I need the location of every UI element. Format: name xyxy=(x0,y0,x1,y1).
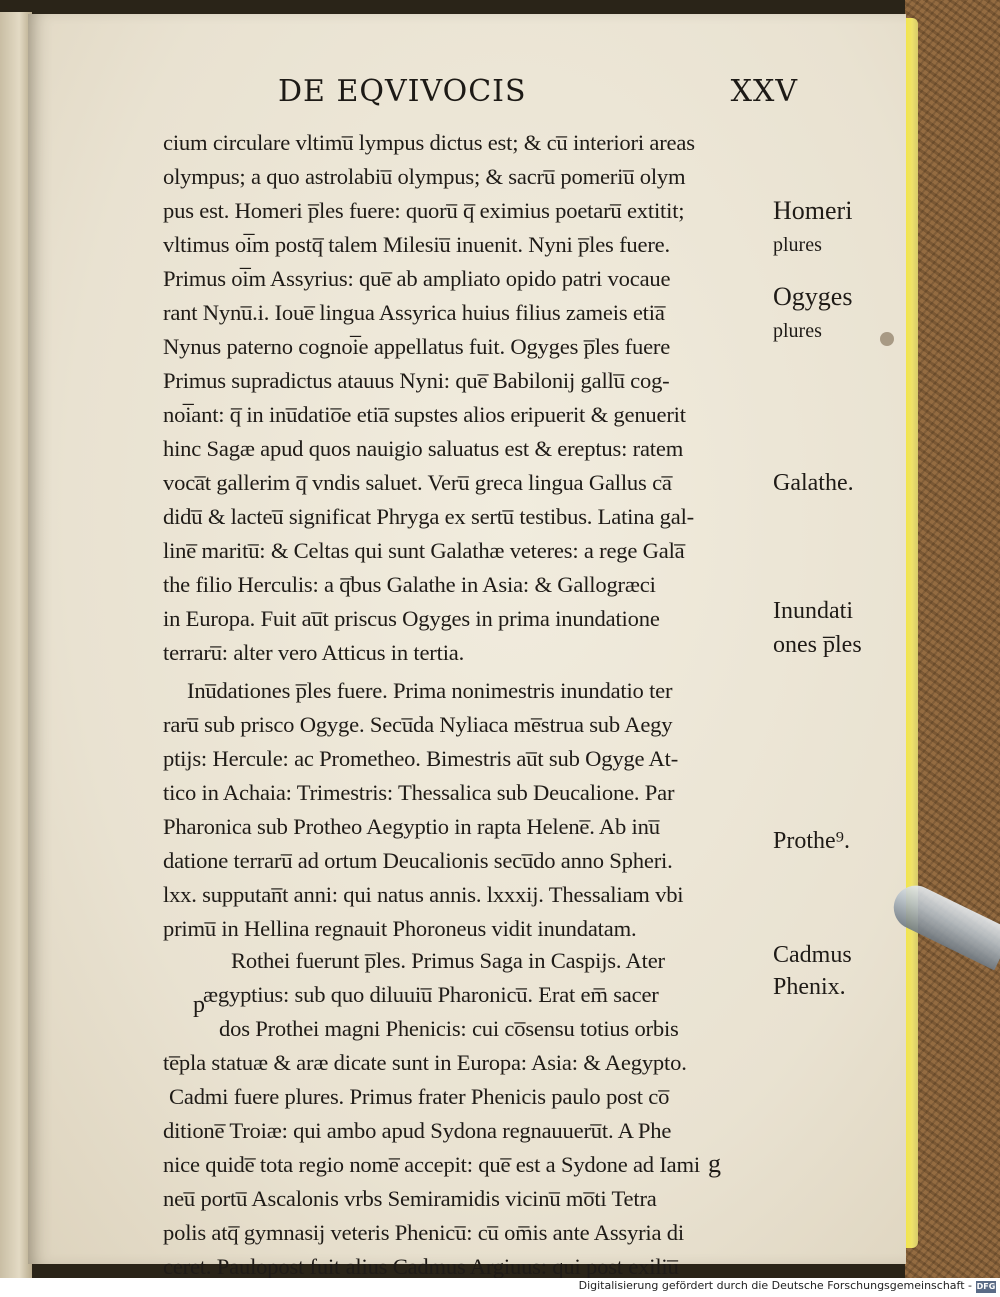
text-line: cium circulare vltimu̅ lympus dictus est; & cu̅ interiori areas xyxy=(163,130,695,155)
running-head xyxy=(278,74,798,114)
text-line: hinc Sagæ apud quos nauigio saluatus est & ereptus: ratem xyxy=(163,436,684,461)
text-line: lxx. supputan̅t anni: qui natus annis. lxxxij. Thessaliam vbi xyxy=(163,882,684,907)
text-line: in Europa. Fuit au̅t priscus Ogyges in prima inundatione xyxy=(163,606,660,631)
text-line: line̅ maritu̅: & Celtas qui sunt Galathæ veteres: a rege Gala̅ xyxy=(163,538,685,563)
text-line: Nynus paterno cognoi̅e appellatus fuit. Ogyges p̅les fuere xyxy=(163,334,671,359)
text-line: Rothei fuerunt p̅les. Primus Saga in Caspijs. Ater xyxy=(231,948,665,973)
text-line: rant Nynu̅.i. Ioue̅ lingua Assyrica huius filius zameis etia̅ xyxy=(163,300,665,325)
text-line: Primus oi̅m Assyrius: que̅ ab ampliato opido patri vocaue xyxy=(163,266,671,291)
text-line: noi̅ant: q̅ in inu̅datio̅e etia̅ supstes alios eripuerit & genuerit xyxy=(163,402,686,427)
marginal-note: Prothe⁹. xyxy=(773,828,851,854)
text-line: nice quide̅ tota regio nome̅ accepit: que̅ est a Sydone ad Iami xyxy=(163,1152,700,1177)
text-line: ptijs: Hercule: ac Prometheo. Bimestris au̅t sub Ogyge At- xyxy=(163,746,679,771)
text-line: voca̅t gallerim q̅ vndis saluet. Veru̅ greca lingua Gallus ca̅ xyxy=(163,470,672,495)
marginal-note: Ogyges xyxy=(773,282,853,311)
folio-number: XXV xyxy=(730,74,798,109)
marginal-note: Inundati xyxy=(773,598,853,624)
marginal-note: plures xyxy=(773,320,822,342)
text-line: polis atq̅ gymnasij veteris Phenicu̅: cu̅ om̅is ante Assyria di xyxy=(163,1220,684,1245)
signature-mark: g xyxy=(708,1149,721,1178)
marginal-note: Homeri xyxy=(773,196,853,225)
dfg-logo: DFG xyxy=(976,1282,996,1291)
binding-cover-board xyxy=(905,0,1000,1278)
funding-credit: Digitalisierung gefördert durch die Deutsche Forschungsgemeinschaft - xyxy=(578,1279,972,1292)
text-line: primu̅ in Hellina regnauit Phoroneus vidit inundatam. xyxy=(163,916,637,941)
marginal-note: Phenix. xyxy=(773,974,846,1000)
text-line: ditione̅ Troiæ: qui ambo apud Sydona regnauueru̅t. A Phe xyxy=(163,1118,672,1143)
text-line: pus est. Homeri p̅les fuere: quoru̅ q̅ eximius poetaru̅ extitit; xyxy=(163,198,685,223)
text-line: Cadmi fuere plures. Primus frater Phenicis paulo post co̅ xyxy=(169,1084,670,1109)
text-line: vltimus oi̅m postq̅ talem Milesiu̅ inuenit. Nyni p̅les fuere. xyxy=(163,232,670,257)
text-line: dos Prothei magni Phenicis: cui co̅sensu totius orbis xyxy=(219,1016,679,1041)
text-line: neu̅ portu̅ Ascalonis vrbs Semiramidis vicinu̅ mo̅ti Tetra xyxy=(163,1186,657,1211)
guide-initial-letter: p xyxy=(193,992,205,1018)
text-line: Pharonica sub Protheo Aegyptio in rapta Helene̅. Ab inu̅ xyxy=(163,814,660,839)
marginal-note: Galathe. xyxy=(773,470,854,496)
worm-hole-mark xyxy=(880,332,894,346)
running-head-title: DE EQVIVOCIS xyxy=(278,74,527,109)
text-line: olympus; a quo astrolabiu̅ olympus; & sacru̅ pomeriu̅ olym xyxy=(163,164,686,189)
marginal-note: Cadmus xyxy=(773,942,852,968)
text-line: raru̅ sub prisco Ogyge. Secu̅da Nyliaca me̅strua sub Aegy xyxy=(163,712,673,737)
text-line: terraru̅: alter vero Atticus in tertia. xyxy=(163,640,465,665)
text-line: tico in Achaia: Trimestris: Thessalica sub Deucalione. Par xyxy=(163,780,675,805)
text-line: Primus supradictus atauus Nyni: que̅ Babilonij gallu̅ cog- xyxy=(163,368,670,393)
text-line: datione terraru̅ ad ortum Deucalionis secu̅do anno Spheri. xyxy=(163,848,673,873)
footer-strip xyxy=(0,1278,1000,1297)
marginal-note: ones p̅les xyxy=(773,632,862,658)
text-line: ægyptius: sub quo diluuiu̅ Pharonicu̅. Erat em̅ sacer xyxy=(203,982,659,1007)
text-line: the filio Herculis: a q̅bus Galathe in Asia: & Gallogræci xyxy=(163,572,656,597)
text-line: Inu̅dationes p̅les fuere. Prima nonimestris inundatio ter xyxy=(187,678,673,703)
marginal-note: plures xyxy=(773,234,822,256)
text-line: didu̅ & lacteu̅ significat Phryga ex sertu̅ testibus. Latina gal- xyxy=(163,504,694,529)
text-line: te̅pla statuæ & aræ dicate sunt in Europa: Asia: & Aegypto. xyxy=(163,1050,687,1075)
book-page xyxy=(28,14,906,1278)
text-line: ceret. Paulopost fuit alius Cadmus Argiuus: qui post exiliu̅ xyxy=(163,1254,679,1278)
